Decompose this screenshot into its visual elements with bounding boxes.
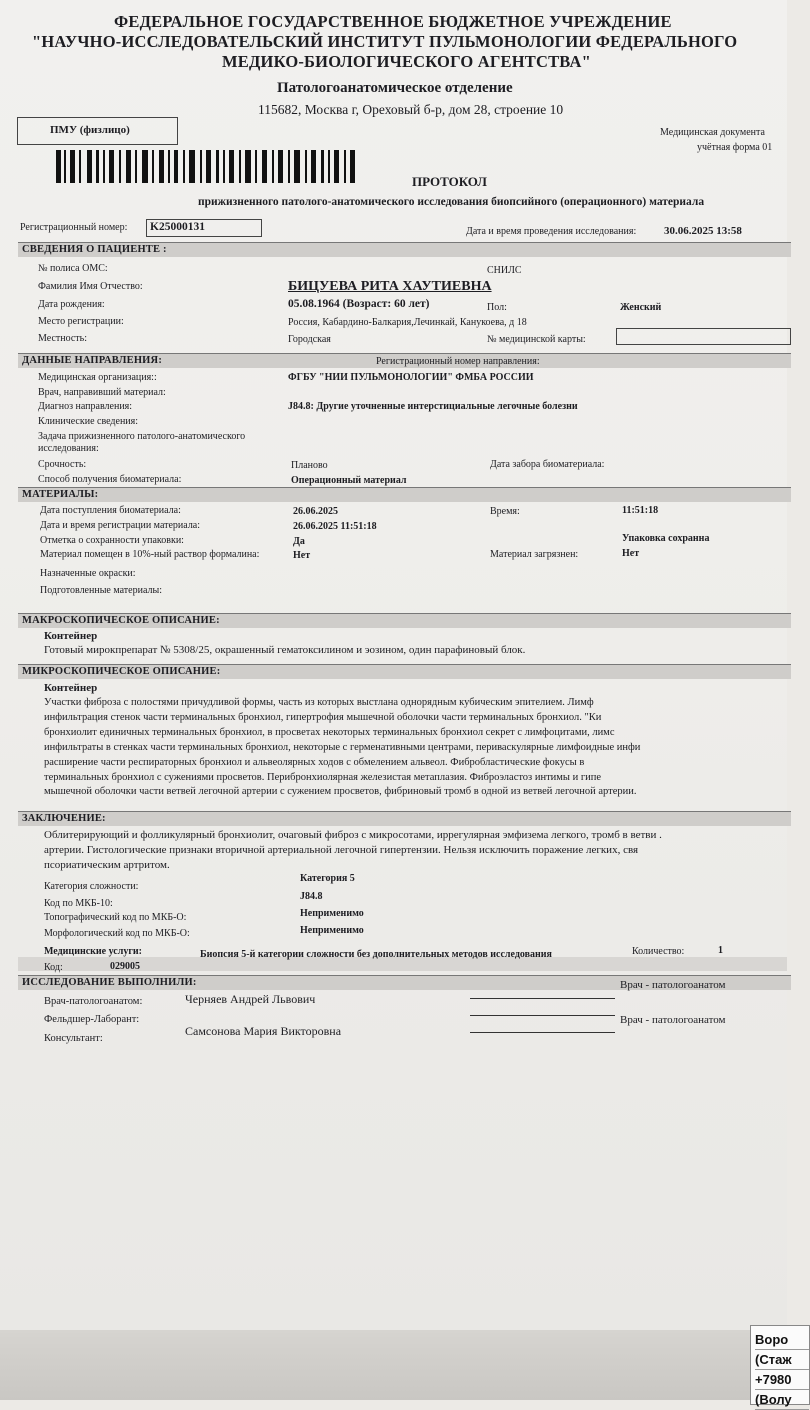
section-referral: ДАННЫЕ НАПРАВЛЕНИЯ:	[18, 353, 791, 368]
prepared-label: Подготовленные материалы:	[40, 585, 162, 596]
mkb10-label: Код по МКБ-10:	[44, 898, 113, 909]
assistant-signature-line	[470, 1015, 615, 1016]
pack-label: Отметка о сохранности упаковки:	[40, 535, 184, 546]
doctor-label: Врач, направивший материал:	[38, 387, 166, 398]
sticky-line-2: (Стаж	[755, 1350, 809, 1370]
snils-label: СНИЛС	[487, 265, 522, 276]
sticky-line-4: (Волу	[755, 1390, 809, 1410]
org-label: Медицинская организация::	[38, 372, 157, 383]
time-value: 11:51:18	[622, 505, 659, 516]
locality-label: Местность:	[38, 333, 88, 344]
time-label: Время:	[490, 506, 520, 517]
urgency-label: Срочность:	[38, 459, 87, 470]
diag-value: J84.8: Другие уточненные интерстициальные легочные болезни	[288, 401, 578, 412]
dob-value: 05.08.1964 (Возраст: 60 лет)	[288, 298, 430, 310]
desk-surface	[0, 1330, 787, 1400]
pathologist-label: Врач-патологоанатом:	[44, 996, 143, 1007]
code-value: 029005	[110, 961, 140, 972]
conclusion-line-1: Облитерирующий и фолликулярный бронхиолит, очаговый фиброз с микросотами, иррегулярная эмфизема легкого, тромб в ветви .	[44, 829, 662, 841]
assistant-label: Фельдшер-Лаборант:	[44, 1014, 140, 1025]
sex-label: Пол:	[487, 302, 507, 313]
locality-value: Городская	[288, 334, 331, 345]
formalin-label: Материал помещен в 10%-ный раствор формалина:	[40, 549, 260, 560]
urgency-value: Планово	[291, 460, 328, 471]
pack-note: Упаковка сохранна	[622, 533, 710, 544]
diag-label: Диагноз направления:	[38, 401, 133, 412]
clinical-label: Клинические сведения:	[38, 416, 139, 427]
micro-line-3: бронхиолит единичных терминальных бронхиол, в просветах некоторых терминальных бронхиол секрет с лимфоцитами, лимс	[44, 727, 615, 738]
sticky-note	[750, 1325, 810, 1405]
formalin-value: Нет	[293, 550, 311, 561]
reg-number-box	[146, 219, 262, 237]
section-performers: ИССЛЕДОВАНИЕ ВЫПОЛНИЛИ:	[18, 975, 791, 990]
topo-label: Топографический код по МКБ-О:	[44, 912, 187, 923]
complexity-value: Категория 5	[300, 873, 355, 884]
referral-reg-label: Регистрационный номер направления:	[376, 356, 540, 367]
header-line-2: "НАУЧНО-ИССЛЕДОВАТЕЛЬСКИЙ ИНСТИТУТ ПУЛЬМОНОЛОГИИ ФЕДЕРАЛЬНОГО	[32, 32, 738, 51]
task-label-2: исследования:	[38, 443, 99, 454]
qty-label: Количество:	[632, 946, 685, 957]
reg-number-label: Регистрационный номер:	[20, 222, 128, 233]
form-note-2: учётная форма 01	[697, 142, 773, 153]
reg-place-value: Россия, Кабардино-Балкария,Лечинкай, Канукоева, д 18	[288, 317, 527, 328]
conclusion-line-3: псориатическим артритом.	[44, 859, 170, 871]
conclusion-line-2: артерии. Гистологические признаки вторичной артериальной легочной гипертензии. Нельзя исключить поражение легких, свя	[44, 844, 639, 856]
card-label: № медицинской карты:	[487, 334, 586, 345]
regdt-label: Дата и время регистрации материала:	[40, 520, 201, 531]
micro-line-2: инфильтрация стенок части терминальных бронхиол, гипертрофия мышечной оболочки части терминальных бронхиол. "Ки	[44, 712, 602, 723]
header-line-1: ФЕДЕРАЛЬНОЕ ГОСУДАРСТВЕННОЕ БЮДЖЕТНОЕ УЧРЕЖДЕНИЕ	[114, 12, 672, 31]
role-1: Врач - патологоанатом	[620, 979, 726, 991]
header-line-3: МЕДИКО-БИОЛОГИЧЕСКОГО АГЕНТСТВА"	[222, 52, 591, 71]
sticky-line-3: +7980	[755, 1370, 809, 1390]
dob-label: Дата рождения:	[38, 299, 105, 310]
reg-number-value: K25000131	[150, 221, 205, 233]
micro-line-1: Участки фиброза с полостями причудливой формы, часть из которых выстлана однорядным кубическим эпителием. Лимф	[44, 697, 594, 708]
card-number-box	[616, 328, 791, 345]
section-micro: МИКРОСКОПИЧЕСКОЕ ОПИСАНИЕ:	[18, 664, 791, 679]
department-title: Патологоанатомическое отделение	[277, 80, 513, 96]
micro-line-5: расширение части респираторных бронхиол и альвеолярных ходов с обмелением альвеол. Фибробластические фокусы в	[44, 757, 585, 768]
sex-value: Женский	[620, 302, 662, 313]
address: 115682, Москва г, Ореховый б-р, дом 28, строение 10	[258, 102, 564, 117]
receipt-value: 26.06.2025	[293, 506, 338, 517]
services-label: Медицинские услуги:	[44, 946, 142, 957]
protocol-title: ПРОТОКОЛ	[412, 174, 487, 189]
regdt-value: 26.06.2025 11:51:18	[293, 521, 377, 532]
section-patient: СВЕДЕНИЯ О ПАЦИЕНТЕ :	[18, 242, 791, 257]
pathologist-name: Черняев Андрей Львович	[185, 992, 316, 1006]
study-date-label: Дата и время проведения исследования:	[466, 226, 637, 237]
complexity-label: Категория сложности:	[44, 881, 139, 892]
org-value: ФГБУ "НИИ ПУЛЬМОНОЛОГИИ" ФМБА РОССИИ	[288, 372, 534, 383]
micro-container: Контейнер	[44, 682, 98, 694]
protocol-subtitle: прижизненного патолого-анатомического исследования биопсийного (операционного) материала	[198, 196, 705, 208]
pack-value: Да	[293, 536, 305, 547]
task-label-1: Задача прижизненного патолого-анатомического	[38, 431, 246, 442]
consultant-label: Консультант:	[44, 1033, 103, 1044]
mkb10-value: J84.8	[300, 891, 323, 902]
macro-container: Контейнер	[44, 630, 98, 642]
barcode-icon	[56, 150, 356, 183]
morph-value: Неприменимо	[300, 925, 364, 936]
contam-value: Нет	[622, 548, 640, 559]
pathologist-signature-line	[470, 998, 615, 999]
fio-label: Фамилия Имя Отчество:	[38, 281, 143, 292]
receipt-label: Дата поступления биоматериала:	[40, 505, 181, 516]
consultant-signature-line	[470, 1032, 615, 1033]
micro-line-7: мышечной оболочки части ветвей легочной артерии с сужением просветов, фибриновый тромб в одной из ветвей легочной артерии.	[44, 786, 637, 797]
reg-place-label: Место регистрации:	[38, 316, 124, 327]
micro-line-6: терминальных бронхиол с сужениями просветов. Перибронхиолярная железистая метаплазия. Фиброэластоз интимы и гипе	[44, 772, 602, 783]
micro-line-4: инфильтраты в стенках части терминальных бронхиол, некоторые с герменативными центрами, периваскулярные лимфоидные инфи	[44, 742, 641, 753]
morph-label: Морфологический код по МКБ-О:	[44, 928, 190, 939]
macro-text: Готовый мирокпрепарат № 5308/25, окрашенный гематоксилином и эозином, один парафиновый блок.	[44, 644, 526, 656]
pmu-label: ПМУ (физлицо)	[50, 124, 130, 136]
patient-name: БИЦУЕВА РИТА ХАУТИЕВНА	[288, 279, 492, 294]
method-label: Способ получения биоматериала:	[38, 474, 182, 485]
role-2: Врач - патологоанатом	[620, 1014, 726, 1026]
topo-value: Неприменимо	[300, 908, 364, 919]
consultant-name: Самсонова Мария Викторовна	[185, 1024, 342, 1038]
section-materials: МАТЕРИАЛЫ:	[18, 487, 791, 502]
code-label: Код:	[44, 962, 63, 973]
section-conclusion: ЗАКЛЮЧЕНИЕ:	[18, 811, 791, 826]
contam-label: Материал загрязнен:	[490, 549, 579, 560]
oms-label: № полиса ОМС:	[38, 263, 108, 274]
sticky-line-1: Воро	[755, 1330, 809, 1350]
study-date-value: 30.06.2025 13:58	[664, 225, 742, 237]
collect-date-label: Дата забора биоматериала:	[490, 459, 605, 470]
qty-value: 1	[718, 945, 723, 956]
form-note-1: Медицинская документа	[660, 127, 765, 138]
stains-label: Назначенные окраски:	[40, 568, 136, 579]
section-macro: МАКРОСКОПИЧЕСКОЕ ОПИСАНИЕ:	[18, 613, 791, 628]
pmu-box	[17, 117, 178, 145]
method-value: Операционный материал	[291, 475, 407, 486]
service-name: Биопсия 5-й категории сложности без дополнительных методов исследования	[200, 949, 552, 960]
